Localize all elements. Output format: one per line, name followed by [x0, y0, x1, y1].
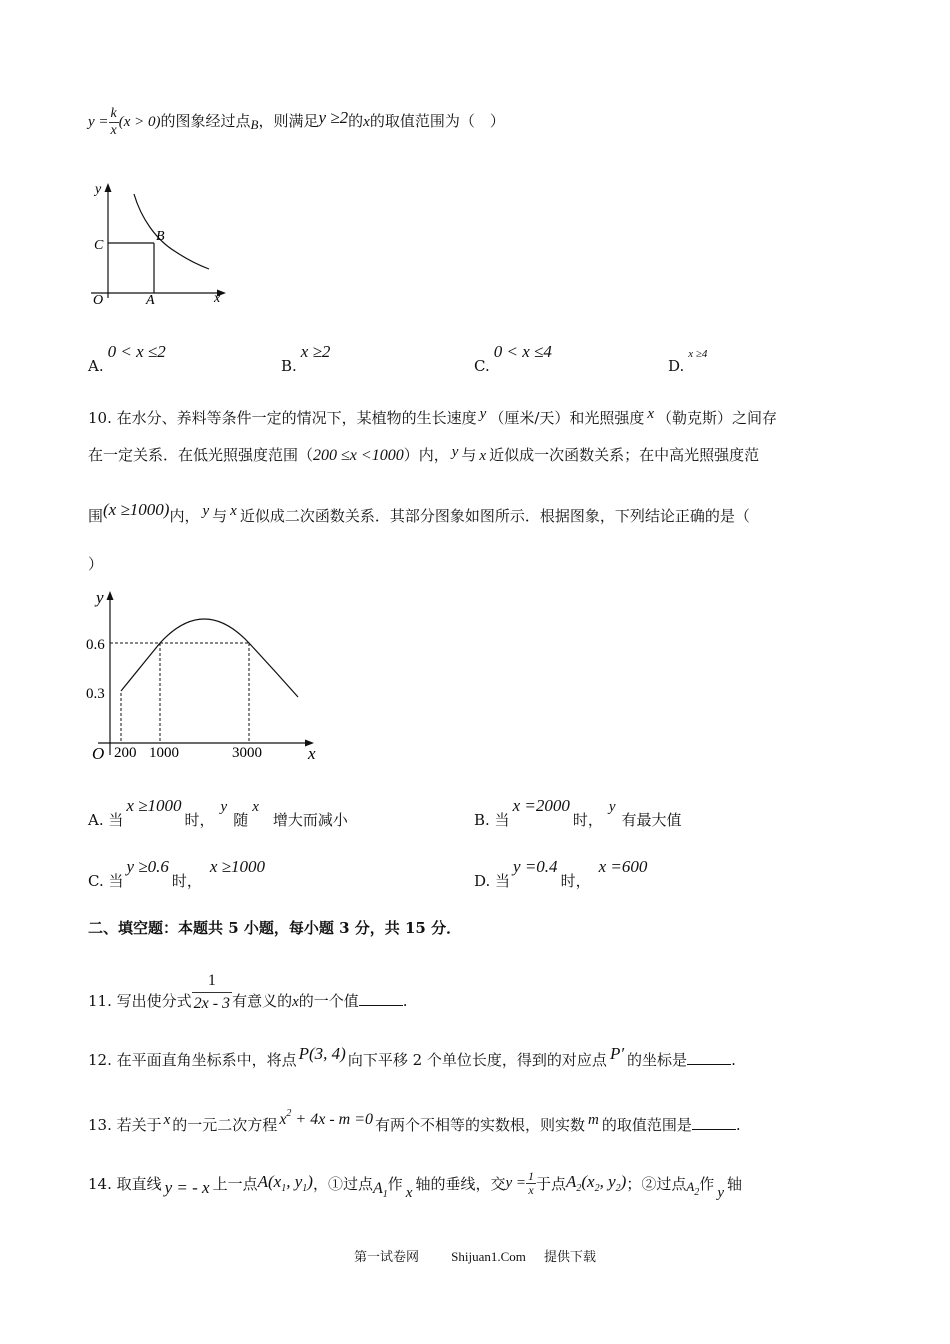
q14-s1b: 1 — [302, 1182, 308, 1194]
q10-a-s: 随 — [233, 811, 249, 829]
q14-t4: 于点 — [535, 1174, 566, 1193]
q11-end: 的一个值 — [298, 992, 359, 1010]
q10-option-d[interactable] — [474, 857, 648, 890]
q10-graph — [84, 585, 329, 765]
q10-c-res: x ≥1000 — [209, 857, 266, 876]
q9-option-d-value: x ≥4 — [688, 348, 708, 360]
footer-site: 第一试卷网 — [353, 1250, 419, 1265]
q14-s2: 2 — [594, 1182, 600, 1194]
q14-s2b: 2 — [615, 1182, 621, 1194]
q9-a-label: A — [146, 293, 155, 308]
q10-range2: (x ≥1000) — [103, 500, 170, 519]
footer-action: 提供下载 — [544, 1250, 597, 1265]
q9-option-d[interactable] — [668, 342, 708, 375]
q14-a2: A — [566, 1171, 577, 1191]
q14-close: ) — [307, 1171, 313, 1191]
q14-c2: , y — [599, 1171, 616, 1191]
q10-line2-x: x — [479, 448, 487, 464]
q10-line2c: 与 — [461, 446, 477, 464]
q10-line3c: 与 — [212, 507, 228, 525]
q9-c-label: C — [94, 238, 104, 253]
q10-option-c[interactable] — [88, 857, 266, 890]
q14-a1 — [372, 1179, 388, 1200]
q10-line2-y: y — [451, 444, 459, 460]
q12 — [88, 1044, 736, 1069]
q10-line1-text: 10. 在水分、养料等条件一定的情况下，某植物的生长速度 — [88, 409, 477, 427]
q10-x-label: x — [308, 744, 316, 763]
q11-fraction — [192, 970, 232, 1015]
q14-t1: ，①过点 — [312, 1174, 373, 1193]
q10-a-y: y — [220, 799, 228, 815]
q10-line4 — [88, 554, 103, 574]
q13-mid: 的一元二次方程 — [172, 1116, 278, 1134]
q11-answer-blank[interactable] — [359, 991, 403, 1006]
q10-line3-y: y — [202, 503, 210, 519]
q11 — [88, 970, 408, 1015]
q10-tick-0-6: 0.6 — [86, 637, 105, 653]
q14-pre: 14. 取直线 — [88, 1174, 162, 1193]
q13-x: x — [163, 1112, 171, 1128]
q10-line3b: 内， — [169, 507, 200, 525]
q9-point: B — [250, 116, 259, 132]
q10-b-cond: x =2000 — [512, 796, 570, 815]
q10-c-pre: C. 当 — [88, 872, 124, 890]
q10-a-pre: A. 当 — [88, 811, 124, 829]
q13-mid2: 有两个不相等的实数根，则实数 — [375, 1116, 586, 1134]
q9-option-b-letter: B. — [281, 357, 297, 375]
q9-option-a[interactable] — [88, 342, 166, 375]
q10-a-end: 增大而减小 — [272, 811, 348, 829]
q9-option-b[interactable] — [281, 342, 331, 375]
footer-domain-link[interactable]: Shijuan1.Com — [451, 1249, 526, 1264]
q9-option-b-value: x ≥2 — [300, 342, 331, 361]
q14-a2s: 2 — [576, 1182, 582, 1194]
q9-b-label: B — [156, 229, 165, 244]
q10-d-pre: D. 当 — [474, 872, 511, 890]
q10-option-a[interactable] — [88, 796, 348, 829]
q10-line2 — [88, 442, 759, 466]
q9-function: y = $\frac{k}{x}$ (x > 0) — [88, 106, 161, 138]
q9-o-label: O — [93, 293, 104, 308]
q13-eq-b: + 4x - m =0 — [291, 1111, 373, 1128]
q13-answer-blank[interactable] — [692, 1115, 736, 1130]
q13-pre: 13. 若关于 — [88, 1116, 162, 1134]
q10-line1 — [88, 404, 777, 428]
q10-a-x: x — [252, 799, 259, 815]
page-footer — [0, 1246, 950, 1265]
q9-graph — [86, 178, 236, 313]
q14-yeq: y = — [505, 1174, 526, 1191]
q9-text: 的图象经过点 — [160, 111, 251, 130]
q12-dot: . — [731, 1051, 736, 1069]
q9-option-c-letter: C. — [474, 357, 490, 375]
q14-point-a2 — [566, 1171, 627, 1194]
q14-t3: 轴的垂线，交 — [415, 1174, 506, 1193]
q11-numerator: 1 — [192, 970, 232, 993]
q10-b-end: 有最大值 — [621, 811, 682, 829]
q14-a2b-sub: 2 — [694, 1186, 700, 1198]
q13-equation — [279, 1108, 373, 1128]
q10-tick-3000: 3000 — [232, 745, 262, 761]
q11-x: x — [292, 994, 299, 1010]
q13-eq-a: x — [279, 1111, 287, 1128]
q9-text3: 的 — [348, 111, 364, 130]
q10-b-y: y — [608, 799, 616, 815]
q10-c-mid: 时， — [171, 872, 202, 890]
q10-line2b: ）内， — [403, 446, 449, 464]
q13-end: 的取值范围是 — [601, 1116, 692, 1134]
q14-yfunc — [505, 1169, 536, 1197]
q10-range1: 200 ≤x <1000 — [313, 447, 404, 464]
q9-cond: y ≥2 — [318, 107, 349, 127]
q9-option-d-letter: D. — [668, 357, 685, 375]
q9-var: x — [363, 113, 370, 130]
q10-origin: O — [92, 744, 105, 763]
q10-line2d: 近似成一次函数关系；在中高光照强度范 — [489, 446, 760, 464]
q14-a2b — [686, 1178, 700, 1198]
q12-answer-blank[interactable] — [687, 1050, 731, 1065]
q9-y-label: y — [95, 182, 102, 197]
q13 — [88, 1104, 741, 1134]
q14-close2: ) — [620, 1171, 627, 1191]
q14-t6: 作 — [699, 1174, 715, 1193]
section-2-header: 二、填空题：本题共 5 小题，每小题 3 分，共 15 分． — [88, 919, 462, 937]
q14-pa-coord: (x — [268, 1171, 282, 1191]
q10-c-cond: y ≥0.6 — [126, 857, 169, 876]
q11-pre: 11. 写出使分式 — [88, 992, 192, 1010]
q14-a2c: (x — [581, 1171, 595, 1191]
q10-line4-text: ） — [88, 555, 104, 573]
q9-option-a-value: 0 < x ≤2 — [107, 342, 166, 361]
q14-a2b-letter: A — [686, 1178, 695, 1194]
q10-line3a: 围 — [88, 507, 104, 525]
q10-b-pre: B. 当 — [474, 811, 510, 829]
q14-line-eq: y = - x — [164, 1177, 210, 1197]
q12-mid: 向下平移 2 个单位长度，得到的对应点 — [347, 1051, 607, 1069]
q10-unit1: （厘米/天）和光照强度 — [489, 409, 645, 427]
q14-a1-letter: A — [372, 1179, 383, 1197]
q12-point-prime: P′ — [609, 1044, 625, 1063]
q9-condition-line — [88, 106, 505, 139]
q9-option-c-value: 0 < x ≤4 — [493, 342, 552, 361]
q13-dot: . — [735, 1116, 741, 1134]
q10-x: x — [647, 406, 655, 422]
q14-xaxis: x — [405, 1184, 413, 1201]
q10-line2a: 在一定关系．在低光照强度范围（ — [88, 446, 314, 464]
q14 — [88, 1170, 742, 1199]
q11-dot: . — [402, 992, 408, 1010]
q14-t5: ；②过点 — [626, 1174, 687, 1193]
q10-line3d: 近似成二次函数关系．其部分图象如图所示．根据图象，下列结论正确的是（ — [239, 507, 750, 525]
q12-end: 的坐标是 — [627, 1051, 688, 1069]
q10-line3 — [88, 500, 750, 525]
q9-option-a-letter: A. — [88, 357, 104, 375]
q10-y: y — [479, 406, 487, 422]
q10-a-mid: 时， — [184, 811, 215, 829]
q10-tick-1000: 1000 — [149, 745, 179, 761]
q14-yaxis: y — [717, 1184, 724, 1201]
q12-pre: 12. 在平面直角坐标系中，将点 — [88, 1051, 297, 1069]
q9-text4: 的取值范围为（ ） — [369, 111, 505, 130]
q12-point: P(3, 4) — [298, 1044, 346, 1063]
q9-x-label: x — [214, 291, 221, 306]
q9-option-c[interactable] — [474, 342, 552, 375]
q10-y-label: y — [96, 588, 104, 607]
q10-tick-200: 200 — [114, 745, 137, 761]
q10-unit2: （勒克斯）之间存 — [657, 409, 778, 427]
q14-pa: A — [257, 1171, 269, 1191]
q14-fnum: 1 — [527, 1169, 534, 1183]
q14-a1-sub: 1 — [382, 1188, 388, 1200]
q10-tick-0-3: 0.3 — [86, 686, 105, 702]
q10-d-mid: 时， — [560, 872, 591, 890]
q14-mid: 上一点 — [212, 1174, 258, 1193]
q10-d-res: x =600 — [598, 857, 648, 876]
q11-denominator: 2x - 3 — [193, 995, 231, 1012]
q10-a-cond: x ≥1000 — [126, 796, 182, 815]
q13-m: m — [588, 1112, 599, 1128]
q10-option-b[interactable] — [474, 796, 682, 829]
q14-t2: 作 — [387, 1174, 403, 1193]
q14-point-a — [257, 1171, 313, 1194]
q11-post: 有意义的 — [232, 992, 293, 1010]
q14-s1: 1 — [281, 1182, 287, 1194]
q14-fden: x — [528, 1183, 534, 1197]
q10-d-cond: y =0.4 — [513, 857, 558, 876]
q10-line3-x: x — [230, 503, 237, 519]
q9-text2: ，则满足 — [258, 111, 319, 130]
q10-b-mid: 时， — [572, 811, 603, 829]
q13-eq-sup: 2 — [286, 1108, 292, 1119]
q14-comma: , y — [286, 1171, 303, 1191]
q14-t7: 轴 — [726, 1174, 742, 1193]
